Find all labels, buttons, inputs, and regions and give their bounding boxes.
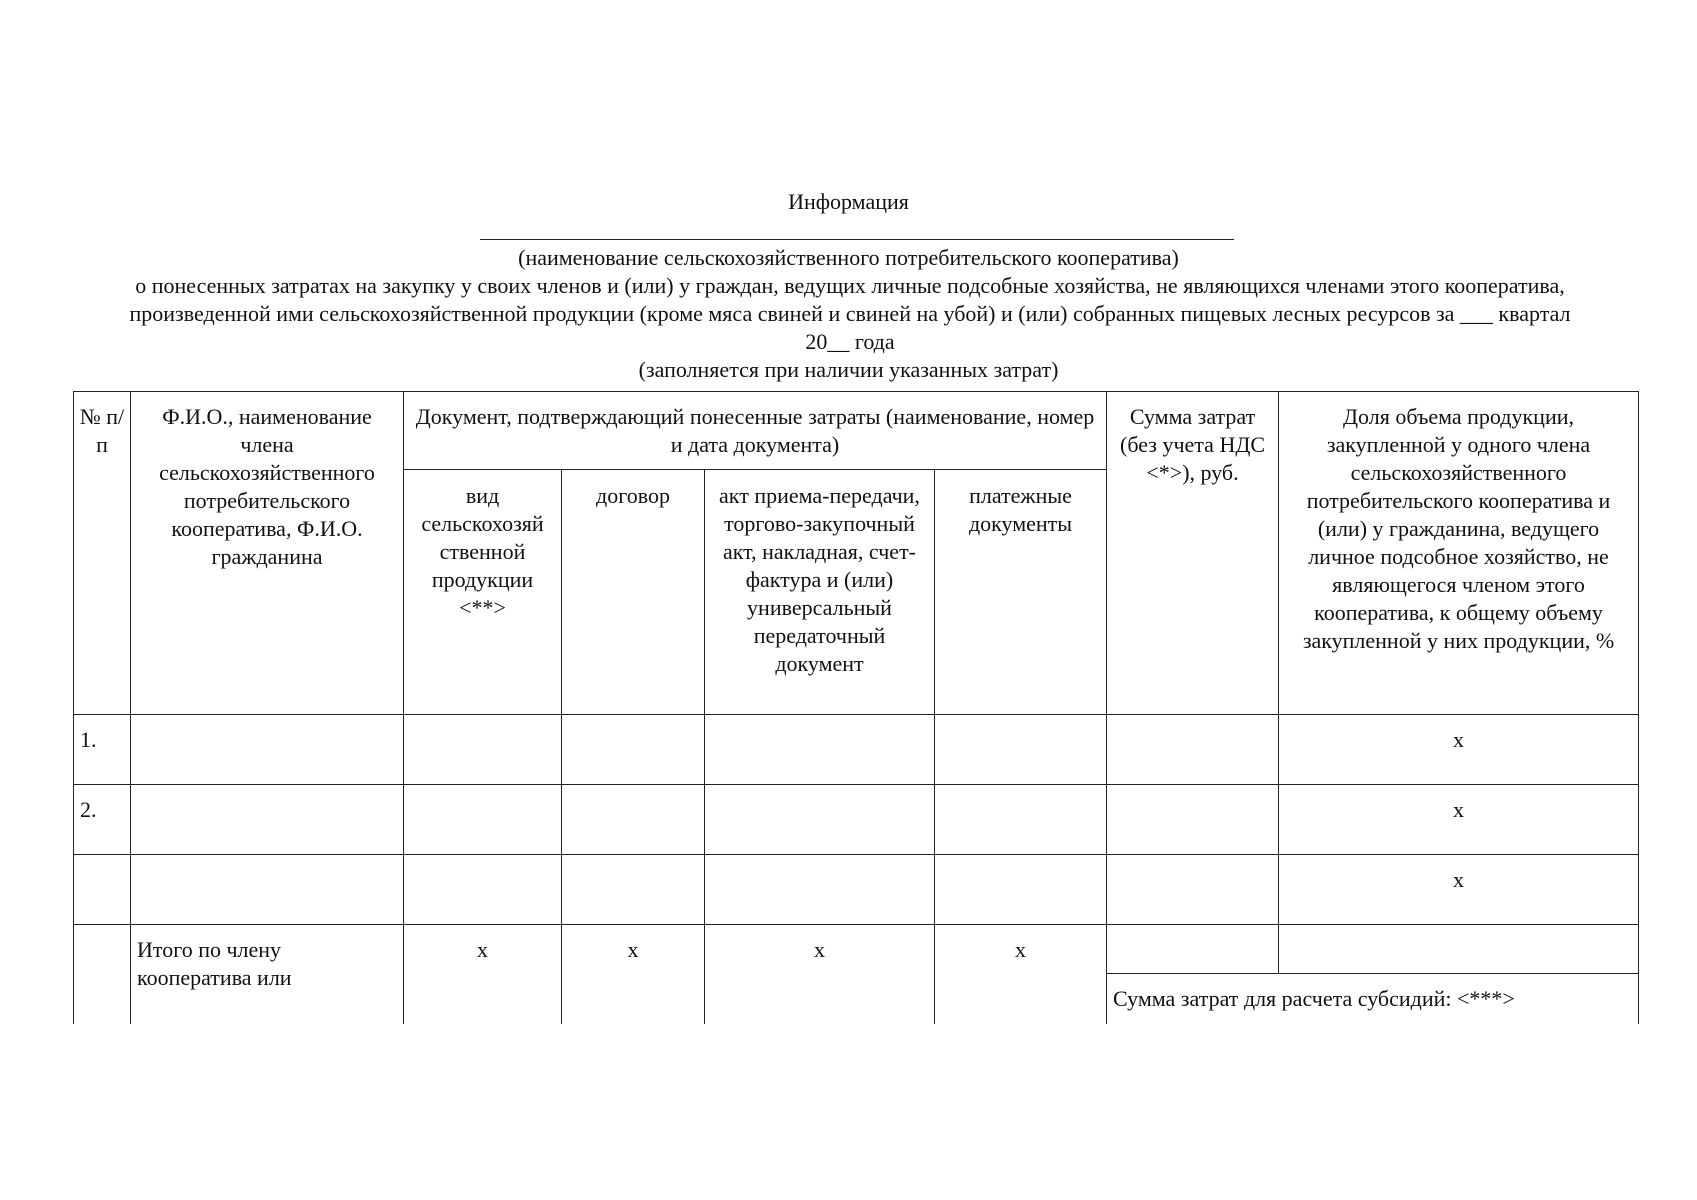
cooperative-name-line (480, 239, 1234, 240)
header-act: акт приема-передачи, торгово-закупочный акт, накладная, счет-фактура и (или) универсальный передаточный документ (705, 470, 935, 715)
total-row (74, 925, 1639, 974)
header-payment: платежные документы (935, 470, 1107, 715)
row-type-cell (404, 855, 562, 925)
header-sum: Сумма затрат (без учета НДС <*>), руб. (1107, 392, 1279, 715)
header-row-1 (74, 392, 1639, 470)
subsidy-sum-label: Сумма затрат для расчета субсидий: <***> (1107, 974, 1639, 1024)
header-fio: Ф.И.О., наименование члена сельскохозяйственного потребительского кооператива, Ф.И.О. гражданина (131, 392, 404, 715)
row-contract-cell (562, 855, 705, 925)
row-act-cell (705, 715, 935, 785)
total-payment: x (935, 925, 1107, 1024)
row-contract-cell (562, 715, 705, 785)
header-share: Доля объема продукции, закупленной у одного члена сельскохозяйственного потребительского кооператива и (или) у гражданина, ведущего личное подсобное хозяйство, не являющегося членом этого кооператива, к общему объему закупленной у них продукции, % (1279, 392, 1639, 715)
row-contract-cell (562, 785, 705, 855)
table-row (74, 855, 1639, 925)
total-type: x (404, 925, 562, 1024)
row-payment-cell (935, 855, 1107, 925)
header-contract: договор (562, 470, 705, 715)
header-num: № п/п (74, 392, 131, 715)
total-label: Итого по члену кооператива или (131, 925, 404, 1024)
total-act: x (705, 925, 935, 1024)
total-share-cell (1279, 925, 1639, 974)
row-type-cell (404, 715, 562, 785)
total-num-cell (74, 925, 131, 1024)
row-num: 1. (74, 715, 131, 785)
table-row (74, 715, 1639, 785)
document-subtitle: о понесенных затратах на закупку у своих членов и (или) у граждан, ведущих личные подсобные хозяйства, не являющихся членами этого кооператива, произведенной ими сельскохозяйственной продукции (кроме мяса свиней и свиней на убой) и (или) собранных пищевых лесных ресурсов за ___ квартал 20__ года (129, 273, 1571, 354)
costs-table (73, 391, 1639, 1024)
document-note: (заполняется при наличии указанных затрат) (638, 357, 1059, 382)
row-num: 2. (74, 785, 131, 855)
row-act-cell (705, 785, 935, 855)
row-share: x (1279, 785, 1639, 855)
row-sum-cell (1107, 785, 1279, 855)
header-document: Документ, подтверждающий понесенные затраты (наименование, номер и дата документа) (404, 392, 1107, 470)
table-row (74, 785, 1639, 855)
row-payment-cell (935, 715, 1107, 785)
total-contract: x (562, 925, 705, 1024)
row-fio-cell (131, 785, 404, 855)
row-payment-cell (935, 785, 1107, 855)
row-sum-cell (1107, 855, 1279, 925)
row-fio-cell (131, 855, 404, 925)
total-sum-cell (1107, 925, 1279, 974)
row-share: x (1279, 855, 1639, 925)
cooperative-name-caption: (наименование сельскохозяйственного потребительского кооператива) (518, 245, 1179, 270)
document-title: Информация (788, 189, 909, 214)
row-sum-cell (1107, 715, 1279, 785)
row-fio-cell (131, 715, 404, 785)
row-num (74, 855, 131, 925)
row-act-cell (705, 855, 935, 925)
row-type-cell (404, 785, 562, 855)
header-product-type: вид сельскохозяй ственной продукции <**> (404, 470, 562, 715)
row-share: x (1279, 715, 1639, 785)
